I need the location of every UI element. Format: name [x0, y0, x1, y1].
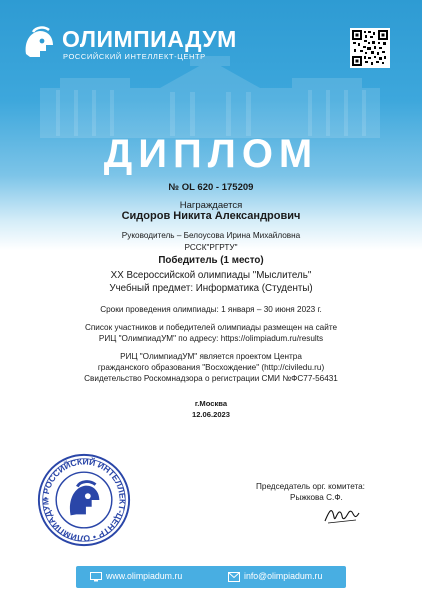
- issue-city: г.Москва: [194, 399, 228, 408]
- official-stamp: [36, 452, 132, 548]
- handwritten-signature: [322, 503, 362, 527]
- qr-code-icon: [352, 30, 388, 66]
- certificate-number: № OL 620 - 175209: [168, 182, 254, 193]
- footer-contact-bar: [76, 566, 346, 588]
- monitor-icon: [90, 572, 102, 582]
- project-info-line2: гражданского образования "Восхождение" (http://civiledu.ru): [97, 363, 325, 372]
- signature-title: Председатель орг. комитета:: [256, 482, 365, 491]
- brand-name: ОЛИМПИАДУМ: [62, 26, 237, 52]
- project-info-line3: Свидетельство Роскомнадзора о регистрации СМИ №ФС77-56431: [84, 374, 338, 383]
- results-info-line2: РИЦ "ОлимпиадУМ" по адресу: https://olimpiadum.ru/results: [98, 334, 324, 343]
- footer: [0, 564, 422, 600]
- award-place: Победитель (1 место): [158, 255, 264, 266]
- helmet-logo-icon: [18, 24, 58, 64]
- brand-subtitle: РОССИЙСКИЙ ИНТЕЛЛЕКТ-ЦЕНТР: [63, 52, 206, 61]
- footer-email-link[interactable]: info@olimpiadum.ru: [244, 571, 323, 581]
- stamp-helmet-icon: [70, 486, 99, 516]
- qr-code: [350, 28, 390, 68]
- diploma-title: ДИПЛОМ: [103, 132, 319, 176]
- olympiad-name: XX Всероссийской олимпиады "Мыслитель": [110, 270, 312, 281]
- olympiad-dates: Сроки проведения олимпиады: 1 января – 30 июня 2023 г.: [100, 305, 322, 314]
- olimpiadum-logo: [18, 24, 238, 64]
- results-info-line1: Список участников и победителей олимпиады размещен на сайте: [84, 323, 338, 332]
- organization-line: РССК"РГРТУ": [184, 243, 238, 252]
- subject-line: Учебный предмет: Информатика (Студенты): [109, 283, 313, 294]
- project-info-line1: РИЦ "ОлимпиадУМ" является проектом Центра: [120, 352, 302, 361]
- envelope-icon: [228, 572, 240, 582]
- recipient-name: Сидоров Никита Александрович: [121, 210, 301, 222]
- awarded-label: Награждается: [179, 200, 243, 211]
- supervisor-line: Руководитель – Белоусова Ирина Михайловна: [121, 231, 301, 240]
- footer-website-link[interactable]: www.olimpiadum.ru: [106, 571, 183, 581]
- stamp-ring-text: • РОССИЙСКИЙ ИНТЕЛЛЕКТ-ЦЕНТР • ОЛИМПИАДУМ: [40, 456, 128, 544]
- signature-name: Рыжкова С.Ф.: [290, 493, 343, 502]
- issue-date: 12.06.2023: [191, 410, 230, 419]
